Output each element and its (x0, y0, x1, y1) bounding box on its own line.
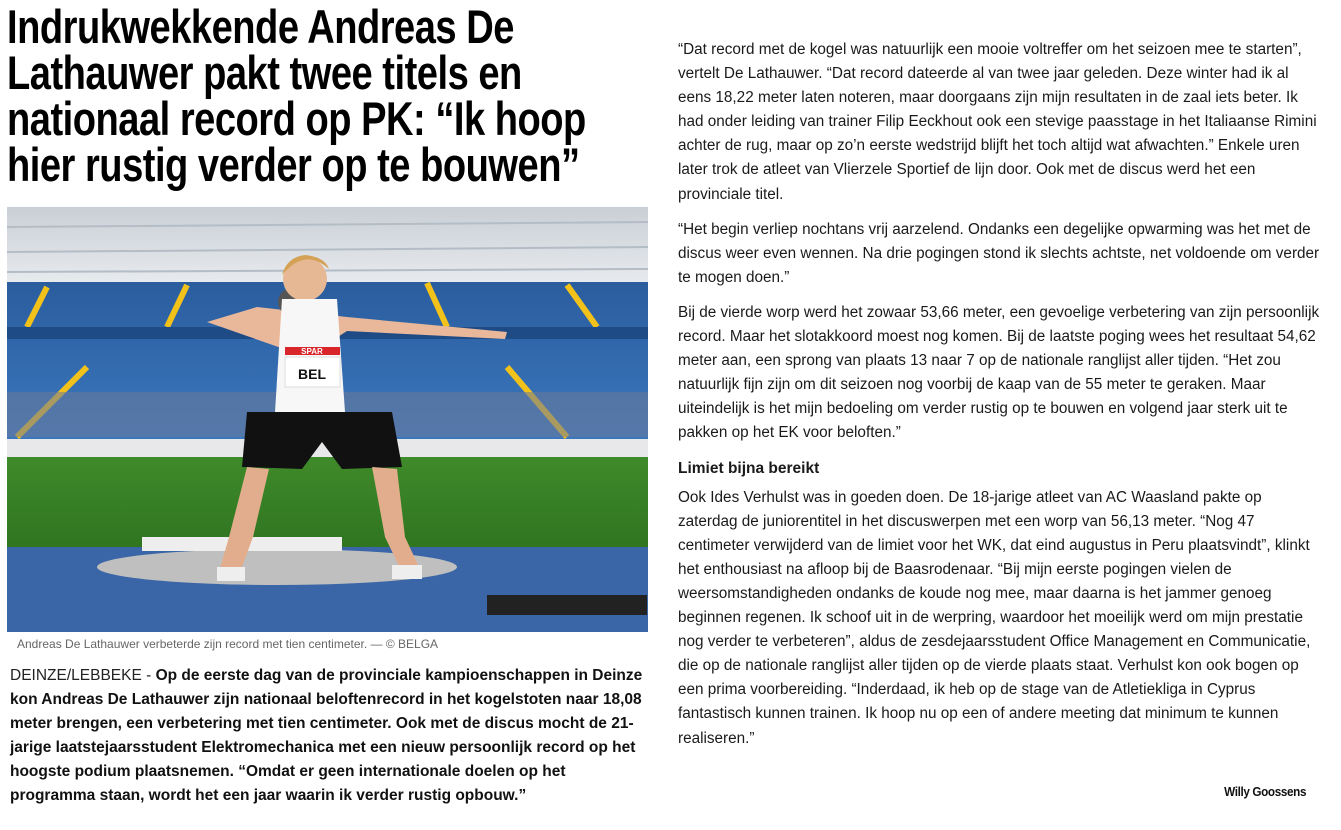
dateline: DEINZE/LEBBEKE - (10, 667, 156, 684)
photo-caption: Andreas De Lathauwer verbeterde zijn record met tien centimeter. — © BELGA (17, 637, 439, 651)
article-left-column (7, 0, 648, 804)
author-byline: Willy Goossens (1224, 784, 1306, 799)
lead-text: Op de eerste dag van de provinciale kampioenschappen in Deinze kon Andreas De Lathauwer zijn nationaal beloftenrecord in het kogelstoten naar 18,08 meter brengen, een verbetering met tien centimeter. Ook met de discus mocht de 21-jarige laatstejaarsstudent Elektromechanica met een nieuw persoonlijk record op het hoogste podium plaatsnemen. “Omdat er geen internationale doelen op het programma staan, wordt het een jaar waarin ik verder rustig opbouw.” (10, 667, 643, 804)
article-photo[interactable] (7, 207, 648, 632)
body-paragraph: Ook Ides Verhulst was in goeden doen. De 18-jarige atleet van AC Waasland pakte op zaterdag de juniorentitel in het discuswerpen met een worp van 56,13 meter. “Nog 47 centimeter verwijderd van de limiet voor het WK, dat eind augustus in Peru plaatsvindt”, klinkt het enthousiast na afloop bij de Baasrodenaar. “Bij mijn eerste pogingen vielen de weersomstandigheden ondanks de koude nog mee, maar daarna is het jammer genoeg beginnen regenen. Ik schoof uit in de werpring, waardoor het moeilijk werd om mijn prestatie nog verder te verbeteren”, aldus de zesdejaarsstudent Office Management en Communicatie, die op de nationale ranglijst aller tijden op de vierde plaats staat. Verhulst kon ook bogen op een prima voorbereiding. “Inderdaad, ik heb op de stage van de Atletiekliga in Cyprus fantastisch kunnen trainen. Ik hoop nu op een of andere meeting dat minimum te kunnen realiseren.” (678, 488, 1311, 747)
body-paragraph: “Het begin verliep nochtans vrij aarzelend. Ondanks een degelijke opwarming was het met de discus weer even wennen. Na drie pogingen stond ik slechts achtste, net voldoende om verder te mogen doen.” (678, 220, 1320, 286)
subheading: Limiet bijna bereikt (678, 459, 820, 477)
body-paragraph: “Dat record met de kogel was natuurlijk een mooie voltreffer om het seizoen mee te starten”, vertelt De Lathauwer. “Dat record dateerde al van twee jaar geleden. Deze winter had ik al eens 18,22 meter laten noteren, maar doorgaans zijn mijn resultaten in de zaal iets beter. Ik had onder leiding van trainer Filip Eeckhout ook een stevige paasstage in het Italiaanse Rimini achter de rug, maar op zo’n eerste wedstrijd blijft het toch altijd wat afwachten.” Enkele uren later trok de atleet van Vlierzele Sportief de lijn door. Ook met de discus werd het een provinciale titel. (678, 41, 1317, 203)
bib-sponsor: SPAR (301, 347, 323, 356)
photo-illustration (7, 207, 648, 632)
article-lead (10, 664, 655, 808)
headline-wrap (7, 0, 648, 200)
article-headline: Indrukwekkende Andreas De Lathauwer pakt twee titels en nationaal record op PK: “Ik hoop hier rustig verder op te bouwen” (7, 0, 586, 191)
body-paragraph: Bij de vierde worp werd het zowaar 53,66 meter, een gevoelige verbetering van zijn persoonlijk record. Maar het slotakkoord moest nog komen. Bij de laatste poging wees het resultaat 54,62 meter aan, een sprong van plaats 13 naar 7 op de nationale ranglijst aller tijden. “Het zou natuurlijk fijn zijn om dit seizoen nog voorbij de kaap van de 55 meter te geraken. Maar uiteindelijk is het mijn bedoeling om verder rustig op te bouwen en volgend jaar sterk uit te pakken op het EK voor beloften.” (678, 303, 1320, 442)
article-body (678, 38, 1323, 762)
bib-number: BEL (298, 366, 326, 382)
